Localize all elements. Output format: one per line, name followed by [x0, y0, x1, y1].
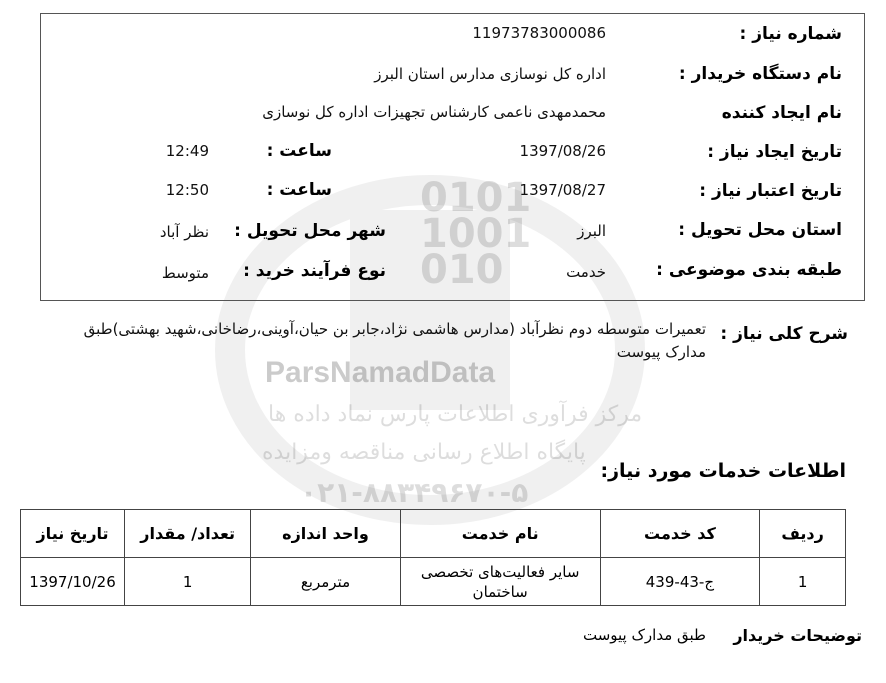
creator-value: محمدمهدی ناعمی کارشناس تجهیزات اداره کل نوسازی	[262, 103, 606, 121]
buyer-notes-label: توضیحات خریدار	[733, 626, 862, 645]
cell-service-name: سایر فعالیت‌های تخصصی ساختمان	[400, 558, 600, 606]
cell-row-num: 1	[760, 558, 846, 606]
valid-time-value: 12:50	[165, 181, 209, 199]
cell-need-date: 1397/10/26	[21, 558, 125, 606]
services-title: اطلاعات خدمات مورد نیاز:	[600, 460, 846, 482]
watermark-line1: مرکز فرآوری اطلاعات پارس نماد داده ها	[268, 402, 643, 427]
city-value: نظر آباد	[159, 223, 209, 241]
cell-unit: مترمربع	[251, 558, 400, 606]
col-header-row-num: ردیف	[760, 510, 846, 558]
buyer-org-label: نام دستگاه خریدار :	[678, 64, 842, 84]
col-header-quantity: تعداد/ مقدار	[125, 510, 251, 558]
province-label: استان محل تحویل :	[678, 220, 842, 240]
valid-date-value: 1397/08/27	[519, 181, 606, 199]
col-header-service-name: نام خدمت	[400, 510, 600, 558]
table-header-row	[21, 510, 846, 558]
need-number-value: 11973783000086	[472, 24, 606, 42]
buyer-org-value: اداره کل نوسازی مدارس استان البرز	[374, 65, 606, 83]
watermark-phone: ۰۲۱-۸۸۳۴۹۶۷۰-۵	[300, 476, 529, 509]
city-label: شهر محل تحویل :	[234, 221, 386, 241]
col-header-need-date: تاریخ نیاز	[21, 510, 125, 558]
creator-label: نام ایجاد کننده	[721, 103, 842, 123]
category-value: خدمت	[566, 263, 606, 281]
created-time-label: ساعت :	[266, 141, 332, 161]
watermark-digits: 0101 1001 010	[420, 175, 532, 293]
cell-quantity: 1	[125, 558, 251, 606]
description-text: تعمیرات متوسطه دوم نظرآباد (مدارس هاشمی نژاد،جابر بن حیان،آوینی،رضاخانی،شهید بهشتی)طبق مدارک پیوست	[83, 320, 706, 361]
created-date-label: تاریخ ایجاد نیاز :	[707, 142, 842, 162]
created-time-value: 12:49	[165, 142, 209, 160]
buyer-notes-value: طبق مدارک پیوست	[582, 626, 706, 644]
watermark-brand: ParsNamadData	[265, 356, 496, 389]
valid-time-label: ساعت :	[266, 180, 332, 200]
process-label: نوع فرآیند خرید :	[243, 261, 386, 281]
watermark-line2: پایگاه اطلاع رسانی مناقصه ومزایده	[262, 440, 586, 465]
need-number-label: شماره نیاز :	[739, 24, 842, 44]
col-header-service-code: کد خدمت	[600, 510, 760, 558]
description-label: شرح کلی نیاز :	[720, 324, 848, 344]
cell-service-code: ج-43-439	[600, 558, 760, 606]
created-date-value: 1397/08/26	[519, 142, 606, 160]
valid-date-label: تاریخ اعتبار نیاز :	[699, 181, 842, 201]
col-header-unit: واحد اندازه	[251, 510, 400, 558]
table-row	[21, 558, 846, 606]
category-label: طبقه بندی موضوعی :	[656, 260, 842, 280]
services-table	[20, 509, 846, 606]
need-info-box	[40, 13, 865, 301]
process-value: متوسط	[161, 264, 209, 282]
province-value: البرز	[577, 222, 606, 240]
